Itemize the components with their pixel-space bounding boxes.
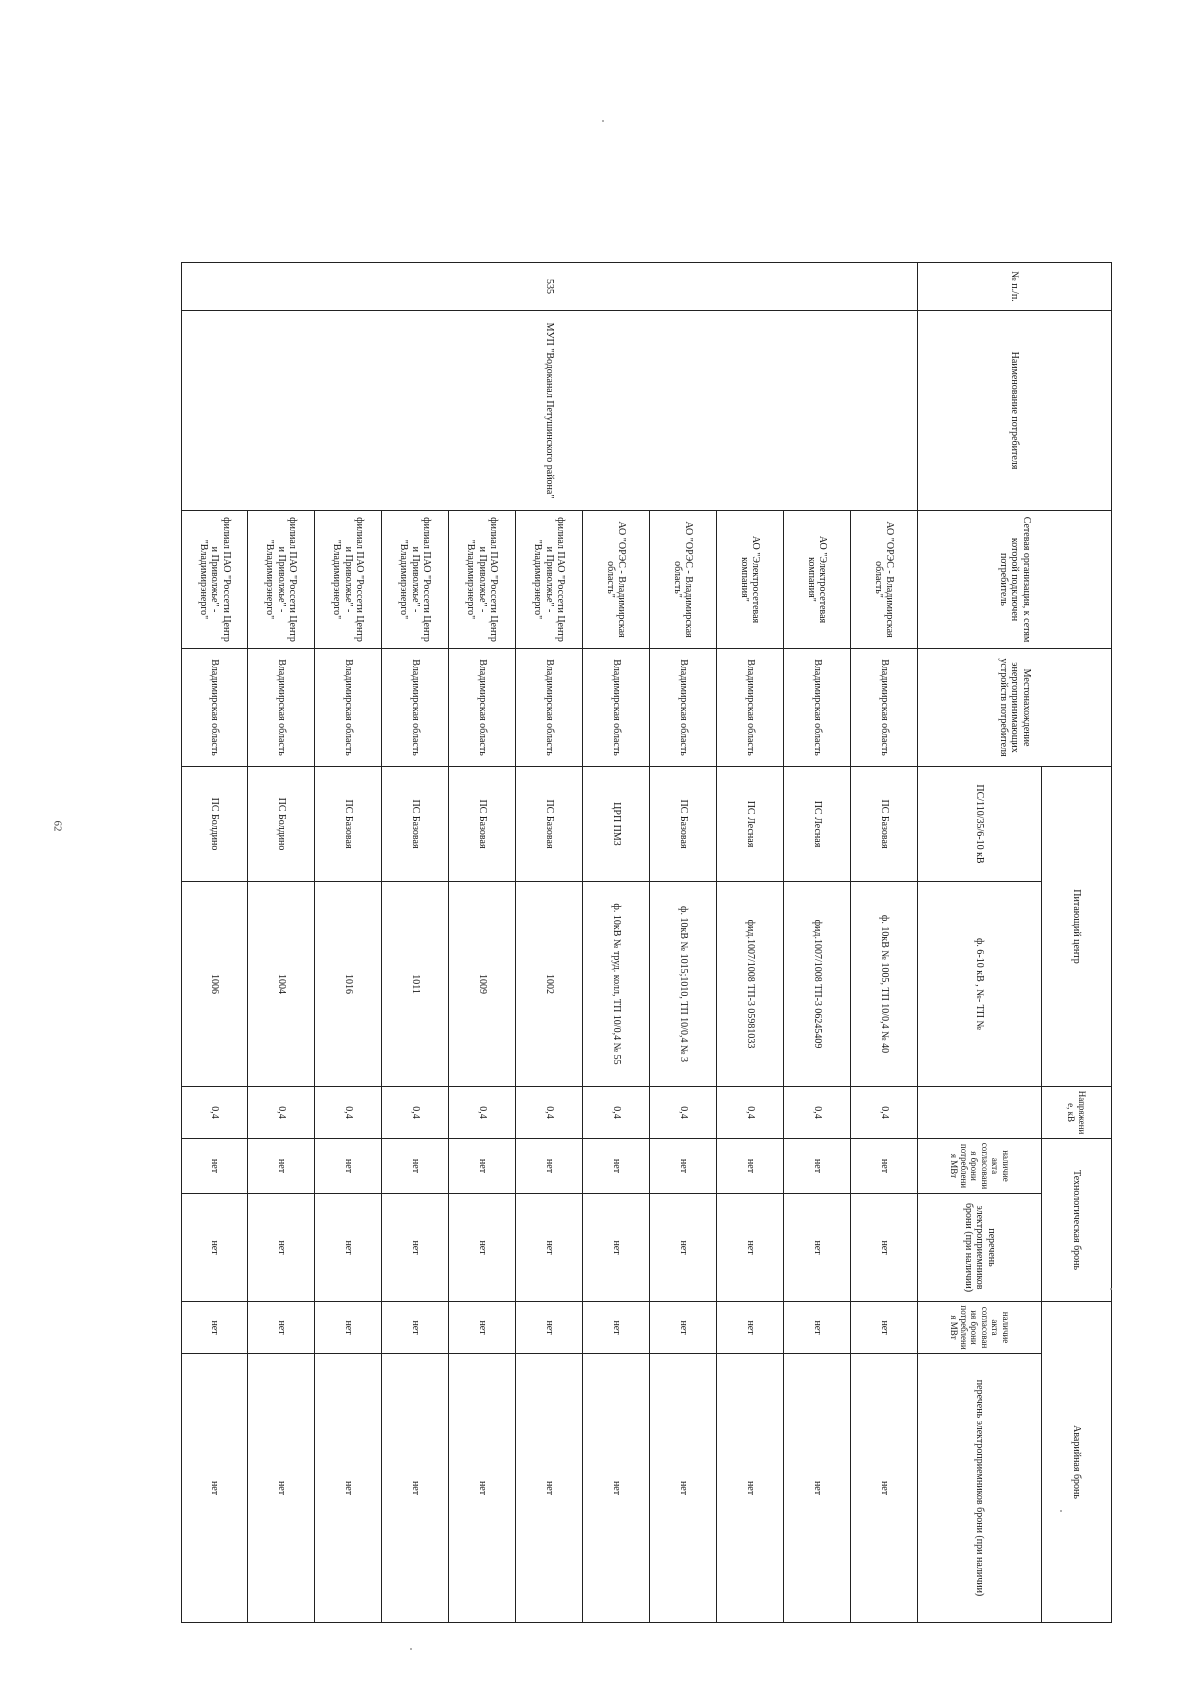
- cell-feeder: 1011: [382, 882, 449, 1087]
- header-emergency-act: наличие акта согласования брони потребления МВт: [918, 1302, 1042, 1354]
- cell-emergency-list: нет: [449, 1354, 516, 1623]
- cell-feeder: 1002: [516, 882, 583, 1087]
- cell-emergency-act: нет: [382, 1302, 449, 1354]
- cell-network-org: АО "Электросетевая компания": [717, 511, 784, 649]
- cell-network-org: АО "ОРЭС - Владимирская область": [851, 511, 918, 649]
- cell-network-org: АО "Электросетевая компания": [784, 511, 851, 649]
- cell-tech-act: нет: [182, 1139, 248, 1194]
- header-tech-act: наличие акта согласования брони потребления МВт: [918, 1139, 1042, 1194]
- page-number: 62: [51, 820, 64, 832]
- header-num: № п./п.: [918, 263, 1112, 311]
- cell-tech-list: нет: [583, 1194, 650, 1302]
- cell-tech-act: нет: [650, 1139, 717, 1194]
- cell-voltage: 0,4: [650, 1087, 717, 1139]
- cell-location: Владимирская область: [851, 649, 918, 767]
- cell-tech-list: нет: [248, 1194, 315, 1302]
- cell-voltage: 0,4: [449, 1087, 516, 1139]
- cell-feeder: ф. 10кВ № 1015;1010, ТП 10/0,4 № 3: [650, 882, 717, 1087]
- cell-tech-list: нет: [717, 1194, 784, 1302]
- cell-location: Владимирская область: [382, 649, 449, 767]
- cell-tech-list: нет: [516, 1194, 583, 1302]
- cell-network-org: АО "ОРЭС - Владимирская область": [583, 511, 650, 649]
- cell-tech-act: нет: [583, 1139, 650, 1194]
- cell-location: Владимирская область: [583, 649, 650, 767]
- header-tech-reserve: Технологическая бронь: [1042, 1139, 1112, 1302]
- cell-substation: ПС Лесная: [784, 767, 851, 882]
- cell-network-org: филиал ПАО "Россети Центр и Приволжье" - "Владимирэнерго": [516, 511, 583, 649]
- cell-emergency-act: нет: [717, 1302, 784, 1354]
- cell-location: Владимирская область: [784, 649, 851, 767]
- cell-feeder: ф. 10кВ № 1005, ТП 10/0,4 № 40: [851, 882, 918, 1087]
- cell-voltage: 0,4: [315, 1087, 382, 1139]
- cell-emergency-act: нет: [516, 1302, 583, 1354]
- cell-network-org: филиал ПАО "Россети Центр и Приволжье" - "Владимирэнерго": [315, 511, 382, 649]
- cell-emergency-list: нет: [717, 1354, 784, 1623]
- cell-emergency-act: нет: [182, 1302, 248, 1354]
- cell-location: Владимирская область: [650, 649, 717, 767]
- cell-voltage: 0,4: [248, 1087, 315, 1139]
- cell-emergency-act: нет: [851, 1302, 918, 1354]
- cell-emergency-list: нет: [583, 1354, 650, 1623]
- cell-location: Владимирская область: [449, 649, 516, 767]
- cell-tech-list: нет: [315, 1194, 382, 1302]
- header-voltage-blank: [918, 1087, 1042, 1139]
- scan-speck: [1110, 1288, 1112, 1290]
- header-emergency-list: перечень электроприемников брони (при наличии): [918, 1354, 1042, 1623]
- cell-tech-act: нет: [516, 1139, 583, 1194]
- header-location: Местонахождение энергопринимающих устройств потребителя: [918, 649, 1112, 767]
- cell-voltage: 0,4: [516, 1087, 583, 1139]
- cell-tech-act: нет: [449, 1139, 516, 1194]
- cell-location: Владимирская область: [315, 649, 382, 767]
- cell-feeder: 1016: [315, 882, 382, 1087]
- cell-feeder: ф. 10кВ № труд. колл, ТП 10/0,4 № 55: [583, 882, 650, 1087]
- cell-tech-list: нет: [851, 1194, 918, 1302]
- cell-tech-act: нет: [851, 1139, 918, 1194]
- cell-emergency-list: нет: [182, 1354, 248, 1623]
- header-tech-list: перечень электроприемников брони (при наличии): [918, 1194, 1042, 1302]
- cell-feeder: 1004: [248, 882, 315, 1087]
- cell-feeder: фид.1007/1008 ТП-3 05981033: [717, 882, 784, 1087]
- cell-voltage: 0,4: [583, 1087, 650, 1139]
- header-feeder: ф. 6-10 кВ , №- ТП №: [918, 882, 1042, 1087]
- cell-tech-act: нет: [717, 1139, 784, 1194]
- cell-emergency-act: нет: [449, 1302, 516, 1354]
- cell-tech-list: нет: [382, 1194, 449, 1302]
- cell-emergency-list: нет: [248, 1354, 315, 1623]
- cell-tech-act: нет: [315, 1139, 382, 1194]
- cell-emergency-list: нет: [315, 1354, 382, 1623]
- cell-feeder: фид.1007/1008 ТП-3 06245409: [784, 882, 851, 1087]
- cell-network-org: АО "ОРЭС - Владимирская область": [650, 511, 717, 649]
- group-num: 535: [182, 263, 918, 311]
- cell-emergency-act: нет: [248, 1302, 315, 1354]
- group-consumer-name: МУП "Водоканал Петушинского района": [182, 311, 918, 511]
- cell-emergency-list: нет: [851, 1354, 918, 1623]
- cell-substation: ПС Лесная: [717, 767, 784, 882]
- cell-feeder: 1006: [182, 882, 248, 1087]
- cell-substation: ПС Базовая: [851, 767, 918, 882]
- cell-emergency-list: нет: [382, 1354, 449, 1623]
- cell-location: Владимирская область: [182, 649, 248, 767]
- header-network-org: Сетевая организация, к сетям которой подключен потребитель: [918, 511, 1112, 649]
- scan-speck: [410, 1648, 412, 1650]
- cell-substation: ПС Болдино: [248, 767, 315, 882]
- scan-speck: [1060, 1510, 1062, 1512]
- cell-voltage: 0,4: [784, 1087, 851, 1139]
- rotated-table-wrapper: [182, 262, 1112, 1622]
- cell-voltage: 0,4: [851, 1087, 918, 1139]
- cell-location: Владимирская область: [516, 649, 583, 767]
- cell-emergency-list: нет: [784, 1354, 851, 1623]
- cell-substation: ЦРП ПМЗ: [583, 767, 650, 882]
- consumer-reserve-table: [181, 262, 1112, 1623]
- cell-substation: ПС Болдино: [182, 767, 248, 882]
- cell-voltage: 0,4: [717, 1087, 784, 1139]
- cell-emergency-act: нет: [784, 1302, 851, 1354]
- cell-tech-list: нет: [650, 1194, 717, 1302]
- cell-substation: ПС Базовая: [382, 767, 449, 882]
- cell-substation: ПС Базовая: [650, 767, 717, 882]
- cell-emergency-act: нет: [583, 1302, 650, 1354]
- scan-speck: [602, 120, 604, 122]
- cell-network-org: филиал ПАО "Россети Центр и Приволжье" - "Владимирэнерго": [182, 511, 248, 649]
- cell-network-org: филиал ПАО "Россети Центр и Приволжье" - "Владимирэнерго": [449, 511, 516, 649]
- cell-substation: ПС Базовая: [449, 767, 516, 882]
- cell-tech-list: нет: [449, 1194, 516, 1302]
- header-consumer-name: Наименование потребителя: [918, 311, 1112, 511]
- cell-tech-list: нет: [182, 1194, 248, 1302]
- header-power-center: Питающий центр: [1042, 767, 1112, 1087]
- cell-tech-act: нет: [784, 1139, 851, 1194]
- cell-tech-act: нет: [248, 1139, 315, 1194]
- cell-substation: ПС Базовая: [315, 767, 382, 882]
- cell-emergency-list: нет: [516, 1354, 583, 1623]
- cell-tech-act: нет: [382, 1139, 449, 1194]
- header-substation: ПС/110/35/6-10 кВ: [918, 767, 1042, 882]
- header-emergency-reserve: Аварийная бронь: [1042, 1302, 1112, 1623]
- cell-voltage: 0,4: [182, 1087, 248, 1139]
- cell-voltage: 0,4: [382, 1087, 449, 1139]
- cell-emergency-act: нет: [315, 1302, 382, 1354]
- cell-emergency-list: нет: [650, 1354, 717, 1623]
- cell-substation: ПС Базовая: [516, 767, 583, 882]
- cell-location: Владимирская область: [717, 649, 784, 767]
- cell-network-org: филиал ПАО "Россети Центр и Приволжье" - "Владимирэнерго": [382, 511, 449, 649]
- cell-network-org: филиал ПАО "Россети Центр и Приволжье" - "Владимирэнерго": [248, 511, 315, 649]
- cell-emergency-act: нет: [650, 1302, 717, 1354]
- header-voltage: Напряжение, кВ: [1042, 1087, 1112, 1139]
- cell-feeder: 1009: [449, 882, 516, 1087]
- cell-location: Владимирская область: [248, 649, 315, 767]
- cell-tech-list: нет: [784, 1194, 851, 1302]
